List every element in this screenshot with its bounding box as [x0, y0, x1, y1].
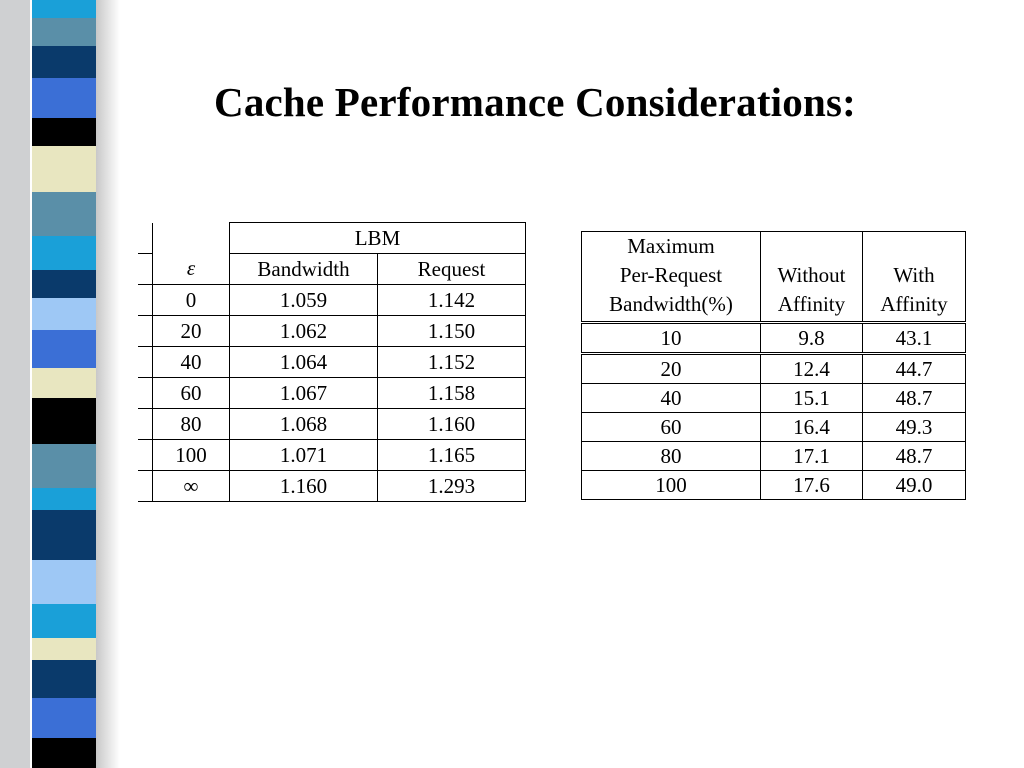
epsilon-header: ε: [153, 254, 230, 285]
bandwidth-cell: 1.067: [230, 378, 378, 409]
eps-cell: ∞: [153, 471, 230, 502]
with-cell: 49.3: [863, 413, 966, 442]
stripe-block: [32, 368, 96, 398]
stripe-block: [32, 444, 96, 488]
without-cell: 9.8: [761, 323, 863, 354]
lbm-table: [138, 222, 526, 502]
stripe-block: [32, 270, 96, 298]
affinity-table: [581, 231, 966, 500]
request-cell: 1.150: [378, 316, 526, 347]
table-row: [138, 347, 526, 378]
table-row: [138, 316, 526, 347]
table-row: [138, 378, 526, 409]
max-cell: 10: [582, 323, 761, 354]
eps-cell: 60: [153, 378, 230, 409]
eps-cell: 0: [153, 285, 230, 316]
without-affinity-header: Without Affinity: [761, 232, 863, 323]
with-cell: 48.7: [863, 384, 966, 413]
bandwidth-cell: 1.064: [230, 347, 378, 378]
request-cell: 1.293: [378, 471, 526, 502]
request-cell: 1.152: [378, 347, 526, 378]
bandwidth-cell: 1.071: [230, 440, 378, 471]
eps-cell: 80: [153, 409, 230, 440]
stripe-block: [32, 298, 96, 330]
max-cell: 20: [582, 354, 761, 384]
eps-cell: 100: [153, 440, 230, 471]
with-cell: 49.0: [863, 471, 966, 500]
stripe-block: [32, 510, 96, 560]
table-row: [582, 323, 966, 354]
table-row: [138, 440, 526, 471]
lbm-group-header-row: [138, 223, 526, 254]
bandwidth-cell: 1.059: [230, 285, 378, 316]
bandwidth-cell: 1.062: [230, 316, 378, 347]
request-cell: 1.160: [378, 409, 526, 440]
table-row: [582, 471, 966, 500]
slide-title: Cache Performance Considerations:: [214, 79, 856, 125]
without-cell: 16.4: [761, 413, 863, 442]
stripe-block: [32, 398, 96, 444]
stripe-block: [32, 146, 96, 192]
with-cell: 48.7: [863, 442, 966, 471]
stripe-block: [32, 0, 96, 18]
stripe-block: [32, 660, 96, 698]
table-row: [138, 409, 526, 440]
table-row: [582, 384, 966, 413]
without-cell: 17.6: [761, 471, 863, 500]
stripe-block: [32, 698, 96, 738]
without-cell: 15.1: [761, 384, 863, 413]
with-cell: 43.1: [863, 323, 966, 354]
lbm-column-header-row: [138, 254, 526, 285]
request-header: Request: [378, 254, 526, 285]
stripe-block: [32, 46, 96, 78]
with-cell: 44.7: [863, 354, 966, 384]
bandwidth-cell: 1.068: [230, 409, 378, 440]
max-cell: 100: [582, 471, 761, 500]
max-cell: 60: [582, 413, 761, 442]
stripe-block: [32, 604, 96, 638]
bandwidth-cell: 1.160: [230, 471, 378, 502]
table-row: [138, 471, 526, 502]
eps-cell: 40: [153, 347, 230, 378]
max-cell: 80: [582, 442, 761, 471]
with-affinity-header: With Affinity: [863, 232, 966, 323]
max-bandwidth-header: Maximum Per-Request Bandwidth(%): [582, 232, 761, 323]
without-cell: 12.4: [761, 354, 863, 384]
request-cell: 1.158: [378, 378, 526, 409]
stripe-block: [32, 488, 96, 510]
stripe-block: [32, 638, 96, 660]
stripe-block: [32, 192, 96, 236]
affinity-header-row: [582, 232, 966, 323]
table-row: [138, 285, 526, 316]
bandwidth-header: Bandwidth: [230, 254, 378, 285]
table-row: [582, 442, 966, 471]
lbm-group-header: LBM: [230, 223, 526, 254]
stripe-block: [32, 330, 96, 368]
eps-cell: 20: [153, 316, 230, 347]
request-cell: 1.165: [378, 440, 526, 471]
table-row: [582, 354, 966, 384]
stripe-block: [32, 560, 96, 604]
without-cell: 17.1: [761, 442, 863, 471]
stripe-block: [32, 236, 96, 270]
request-cell: 1.142: [378, 285, 526, 316]
max-cell: 40: [582, 384, 761, 413]
stripe-block: [32, 18, 96, 46]
stripe-block: [32, 738, 96, 768]
table-row: [582, 413, 966, 442]
